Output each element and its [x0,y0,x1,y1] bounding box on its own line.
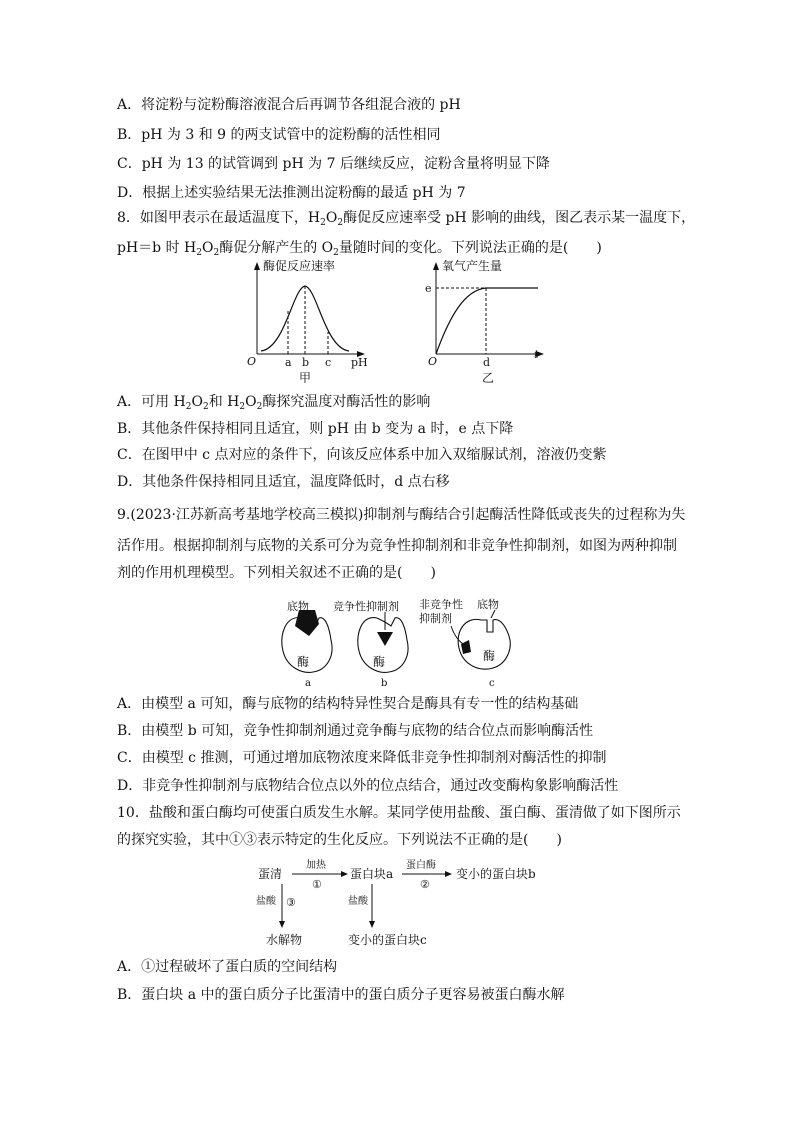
flow-protease: 蛋白酶 [406,860,436,871]
figure-inhibitor-model [275,596,515,688]
q10-option-b: B．蛋白块 a 中的蛋白质分子比蛋清中的蛋白质分子更容易被蛋白酶水解 [117,987,565,1003]
q8-option-c: C．在图甲中 c 点对应的条件下，向该反应体系中加入双缩脲试剂，溶液仍变紫 [117,447,607,463]
q9-option-d: D．非竞争性抑制剂与底物结合位点以外的位点结合，通过改变酶构象影响酶活性 [117,778,619,794]
flow-block-b: 变小的蛋白块b [456,867,536,881]
fig-jia-caption: 甲 [299,371,312,383]
q8-option-a: A．可用 $H_2O_2$和 $H_2O_2$酶探究温度对酶活性的影响 [117,394,431,412]
flow-hcl-1: 盐酸 [256,896,276,907]
q7-option-d: D．根据上述实验结果无法推测出淀粉酶的最适 pH 为 7 [117,185,466,201]
flow-arrowhead-4 [369,921,375,928]
fig-yi-curve [436,288,538,354]
q9-stem-line2: 活作用。根据抑制剂与底物的关系可分为竞争性抑制剂和非竞争性抑制剂，如图为两种抑制 [117,538,677,554]
q9-option-b: B．由模型 b 可知，竞争性抑制剂通过竞争酶与底物的结合位点而影响酶活性 [117,723,594,739]
q7-option-c: C．pH 为 13 的试管调到 pH 为 7 后继续反应，淀粉含量将明显下降 [117,156,550,172]
fig9-pointer-substrate-c [491,610,495,618]
fig-yi-caption: 乙 [482,371,495,383]
fig-yi-ylabel: 氧气产生量 [442,259,503,273]
fig9-enzyme-a: 酶 [297,655,310,669]
q8-option-d: D．其他条件保持相同且适宜，温度降低时，d 点右移 [117,474,450,490]
q10-stem-line1: 10．盐酸和蛋白酶均可使蛋白质发生水解。某同学使用盐酸、蛋白酶、蛋清做了如下图所示 [117,805,681,821]
q9-stem-line3: 剂的作用机理模型。下列相关叙述不正确的是( ) [117,565,436,581]
flow-arrowhead-3 [279,921,285,928]
fig9-noncomp-label-1: 非竞争性 [419,598,463,611]
flow-block-c: 变小的蛋白块c [348,933,427,947]
fig9-comp-inhibitor-label: 竞争性抑制剂 [333,600,399,613]
flow-heat: 加热 [306,860,326,871]
fig9-substrate-label-c: 底物 [477,598,499,611]
figure-jia [245,258,375,383]
q9-option-c: C．由模型 c 推测，可通过增加底物浓度来降低非竞争性抑制剂对酶活性的抑制 [117,750,607,766]
fig-jia-ylabel: 酶促反应速率 [263,259,336,273]
fig-jia-y-arrow [254,262,260,270]
fig9-noncomp-label-2: 抑制剂 [419,612,452,625]
flow-block-a: 蛋白块a [350,867,394,881]
q7-option-a: A．将淀粉与淀粉酶溶液混合后再调节各组混合液的 pH [117,97,461,113]
fig9-label-c: c [489,678,495,688]
q8-option-b: B．其他条件保持相同且适宜，则 pH 由 b 变为 a 时，e 点下降 [117,421,514,437]
fig-yi-y-arrow [433,262,439,270]
fig9-label-b: b [381,678,388,688]
q7-option-b: B．pH 为 3 和 9 的两支试管中的淀粉酶的活性相同 [117,127,441,143]
fig9-enzyme-c: 酶 [483,649,496,663]
q9-stem-line1: 9.(2023·江苏新高考基地学校高三模拟)抑制剂与酶结合引起酶活性降低或丧失的过程称为失 [117,507,686,523]
q10-stem-line2: 的探究实验，其中①③表示特定的生化反应。下列说法不正确的是( ) [117,832,562,848]
fig-yi-xlabel: t [534,348,539,361]
fig-jia-tick-b: b [302,356,310,369]
flow-egg-white: 蛋清 [258,867,283,881]
figure-yi [424,258,554,383]
flow-hydrolysate: 水解物 [266,933,303,947]
flow-step3: ③ [286,896,296,909]
flow-step1: ① [312,878,322,891]
fig-yi-origin: O [428,355,438,368]
figure-protein-flow [248,856,548,948]
q9-option-a: A．由模型 a 可知，酶与底物的结构特异性契合是酶具有专一性的结构基础 [117,696,579,712]
fig9-label-a: a [305,678,311,688]
flow-step2: ② [420,878,430,891]
q8-stem-line2: pH＝b 时 $H_2O_2$酶促分解产生的 $O_2$量随时间的变化。下列说法正确的是( ) [117,240,602,258]
q10-option-a: A．①过程破坏了蛋白质的空间结构 [117,959,338,975]
fig-yi-tick-e: e [425,282,432,295]
fig9-enzyme-b: 酶 [373,655,386,669]
fig-yi-tick-d: d [483,356,491,369]
fig9-substrate-label: 底物 [287,600,309,613]
flow-hcl-2: 盐酸 [348,896,368,907]
flow-arrowhead-2 [445,871,452,877]
fig-jia-tick-c: c [325,356,332,369]
q8-stem-line1: 8．如图甲表示在最适温度下，$H_2O_2$酶促反应速率受 pH 影响的曲线，图乙表示某一温度下， [117,210,696,228]
fig-jia-xlabel: pH [351,356,368,369]
fig-jia-tick-a: a [285,356,292,369]
flow-arrowhead-1 [341,871,348,877]
fig-jia-origin: O [247,355,257,368]
